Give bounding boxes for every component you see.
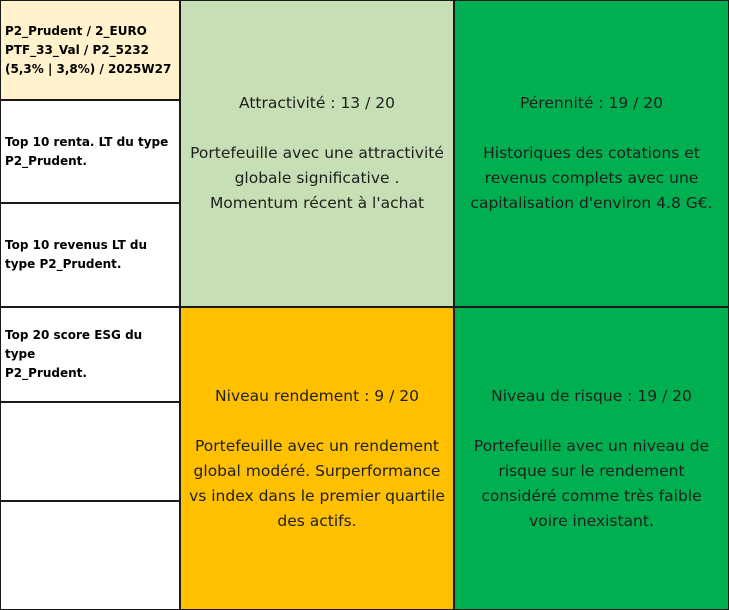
rendement-title: Niveau rendement : 9 / 20 (215, 386, 419, 405)
risque-description: Portefeuille avec un niveau de risque sur le rendement considéré comme très faible voire inexistant. (473, 436, 710, 530)
perennite-panel (454, 0, 729, 307)
attractivite-panel (180, 0, 454, 307)
risque-panel (454, 307, 729, 610)
attractivite-description: Portefeuille avec une attractivité globale significative . Momentum récent à l'achat (190, 144, 444, 212)
risque-title: Niveau de risque : 19 / 20 (491, 386, 692, 405)
top20-esg-cell: Top 20 score ESG du type P2_Prudent. (0, 307, 180, 402)
perennite-title: Pérennité : 19 / 20 (519, 94, 664, 112)
rendement-panel (180, 307, 454, 610)
top10-renta-cell: Top 10 renta. LT du type P2_Prudent. (0, 100, 180, 203)
empty-cell-2 (0, 501, 180, 610)
rendement-description: Portefeuille avec un rendement global modéré. Surperformance vs index dans le premier quartile des actifs. (189, 436, 445, 530)
attractivite-title: Attractivité : 13 / 20 (239, 94, 395, 112)
portfolio-header-cell: P2_Prudent / 2_EURO PTF_33_Val / P2_5232 (5,3% | 3,8%) / 2025W27 (0, 0, 180, 100)
top10-revenus-cell: Top 10 revenus LT du type P2_Prudent. (0, 203, 180, 307)
empty-cell-1 (0, 402, 180, 501)
perennite-description: Historiques des cotations et revenus complets avec une capitalisation d'environ 4.8 G€. (470, 144, 713, 212)
